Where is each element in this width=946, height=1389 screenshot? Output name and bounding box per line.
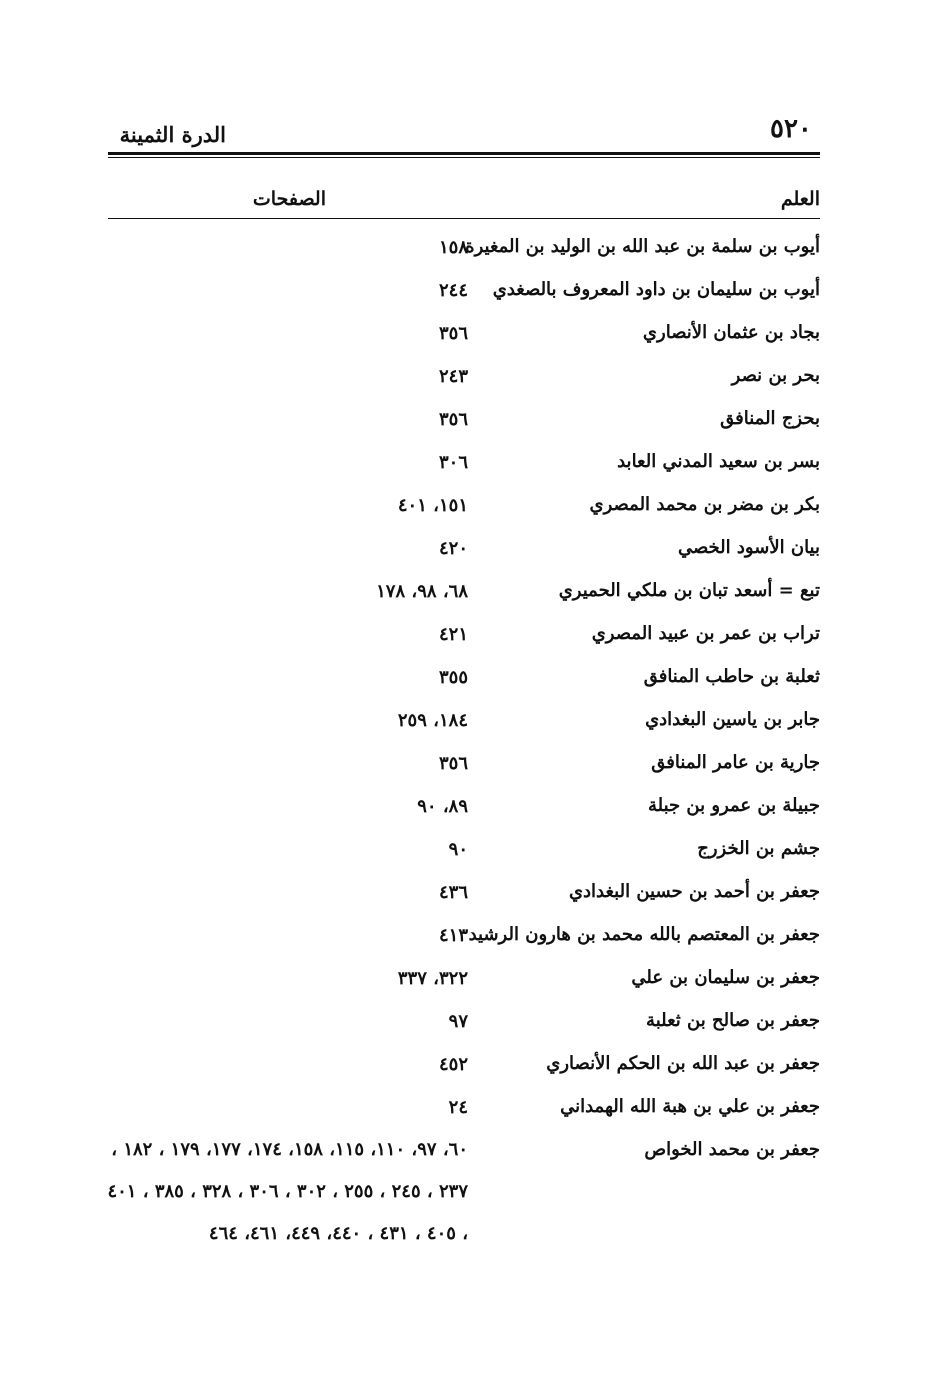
entry-pages: ٤٥٢ xyxy=(438,1054,468,1075)
index-entry xyxy=(100,871,820,914)
entry-name: جعفر بن أحمد بن حسين البغدادي xyxy=(568,881,820,902)
index-entry xyxy=(100,914,820,957)
index-entry xyxy=(100,1000,820,1043)
entry-name: جعفر بن عبد الله بن الحكم الأنصاري xyxy=(546,1053,820,1074)
entry-name: جارية بن عامر المنافق xyxy=(651,752,820,773)
entry-pages: ٨٩، ٩٠ xyxy=(417,796,468,817)
header-rule-thin xyxy=(108,157,820,158)
entry-name: جبيلة بن عمرو بن جبلة xyxy=(647,795,820,816)
index-entry xyxy=(100,656,820,699)
column-header-name: العلم xyxy=(780,188,820,210)
entry-pages: ٢٤٤ xyxy=(438,280,468,301)
entry-pages: ٤٣٦ xyxy=(438,882,468,903)
entry-name: جعفر بن المعتصم بالله محمد بن هارون الرشيد xyxy=(468,924,820,945)
index-entry xyxy=(100,1129,820,1255)
entry-pages: ٣٢٢، ٣٣٧ xyxy=(397,968,468,989)
index-entry xyxy=(100,441,820,484)
entry-name: جعفر بن محمد الخواص xyxy=(644,1139,820,1160)
entry-name: ثعلبة بن حاطب المنافق xyxy=(643,666,820,687)
entry-name: بحر بن نصر xyxy=(731,365,820,386)
entry-pages: ٣٥٦ xyxy=(438,409,468,430)
entry-name: جعفر بن صالح بن ثعلبة xyxy=(646,1010,820,1031)
entry-name: تبع = أسعد تبان بن ملكي الحميري xyxy=(558,580,820,601)
entry-name: جعفر بن علي بن هبة الله الهمداني xyxy=(560,1096,820,1117)
entry-name: جشم بن الخزرج xyxy=(697,838,820,859)
index-entries xyxy=(100,226,820,1255)
entry-pages: ٢٤ xyxy=(448,1097,468,1118)
index-entry xyxy=(100,527,820,570)
page-number: ٥٢٠ xyxy=(770,114,812,144)
entry-pages: ٤١٣ xyxy=(438,925,468,946)
entry-pages: ٣٥٦ xyxy=(438,753,468,774)
entry-name: بحزج المنافق xyxy=(720,408,820,429)
entry-pages: ٢٤٣ xyxy=(438,366,468,387)
entry-name: بجاد بن عثمان الأنصاري xyxy=(642,322,820,343)
index-entry xyxy=(100,785,820,828)
index-entry xyxy=(100,1086,820,1129)
index-entry xyxy=(100,957,820,1000)
entry-name: بسر بن سعيد المدني العابد xyxy=(617,451,820,472)
entry-name: جعفر بن سليمان بن علي xyxy=(631,967,820,988)
index-entry xyxy=(100,613,820,656)
column-header-pages: الصفحات xyxy=(252,188,326,210)
index-entry xyxy=(100,484,820,527)
index-entry xyxy=(100,312,820,355)
entry-pages: ٣٠٦ xyxy=(438,452,468,473)
entry-name: تراب بن عمر بن عبيد المصري xyxy=(591,623,820,644)
entry-pages: ٤٢١ xyxy=(438,624,468,645)
entry-pages: ٤٢٠ xyxy=(438,538,468,559)
index-entry xyxy=(100,742,820,785)
table-rule xyxy=(108,218,820,219)
index-entry xyxy=(100,355,820,398)
index-entry xyxy=(100,570,820,613)
entry-pages: ٩٧ xyxy=(448,1011,468,1032)
header-rule-thick xyxy=(108,152,820,155)
entry-pages: ٩٠ xyxy=(448,839,468,860)
index-entry xyxy=(100,226,820,269)
entry-pages: ٣٥٥ xyxy=(438,667,468,688)
index-entry xyxy=(100,1043,820,1086)
entry-name: بكر بن مضر بن محمد المصري xyxy=(589,494,820,515)
index-entry xyxy=(100,269,820,312)
entry-pages: ٣٥٦ xyxy=(438,323,468,344)
entry-pages: ١٥٨ xyxy=(438,237,468,258)
entry-name: جابر بن ياسين البغدادي xyxy=(645,709,820,730)
entry-pages: ٦٨، ٩٨، ١٧٨ xyxy=(376,581,468,602)
entry-pages: ١٥١، ٤٠١ xyxy=(397,495,468,516)
entry-name: بيان الأسود الخصي xyxy=(677,537,820,558)
entry-pages: ٦٠، ٩٧، ١١٠، ١١٥، ١٥٨، ١٧٤، ١٧٧، ١٧٩ ، ١٨٢ ، ٢٣٧ ، ٢٤٥ ، ٢٥٥ ، ٣٠٢ ، ٣٠٦ ، ٣٢٨ ، ٣٨٥ ، ٤٠١ ، ٤٠٥ ، ٤٣١ ، ٤٤٠، ٤٤٩، ٤٦١، ٤٦٤ xyxy=(107,1139,468,1244)
entry-name: أيوب بن سلمة بن عبد الله بن الوليد بن المغيرة xyxy=(465,236,820,257)
entry-pages: ١٨٤، ٢٥٩ xyxy=(397,710,468,731)
index-entry xyxy=(100,828,820,871)
index-entry xyxy=(100,398,820,441)
running-title: الدرة الثمينة xyxy=(119,122,226,147)
entry-name: أيوب بن سليمان بن داود المعروف بالصغدي xyxy=(492,279,820,300)
index-entry xyxy=(100,699,820,742)
